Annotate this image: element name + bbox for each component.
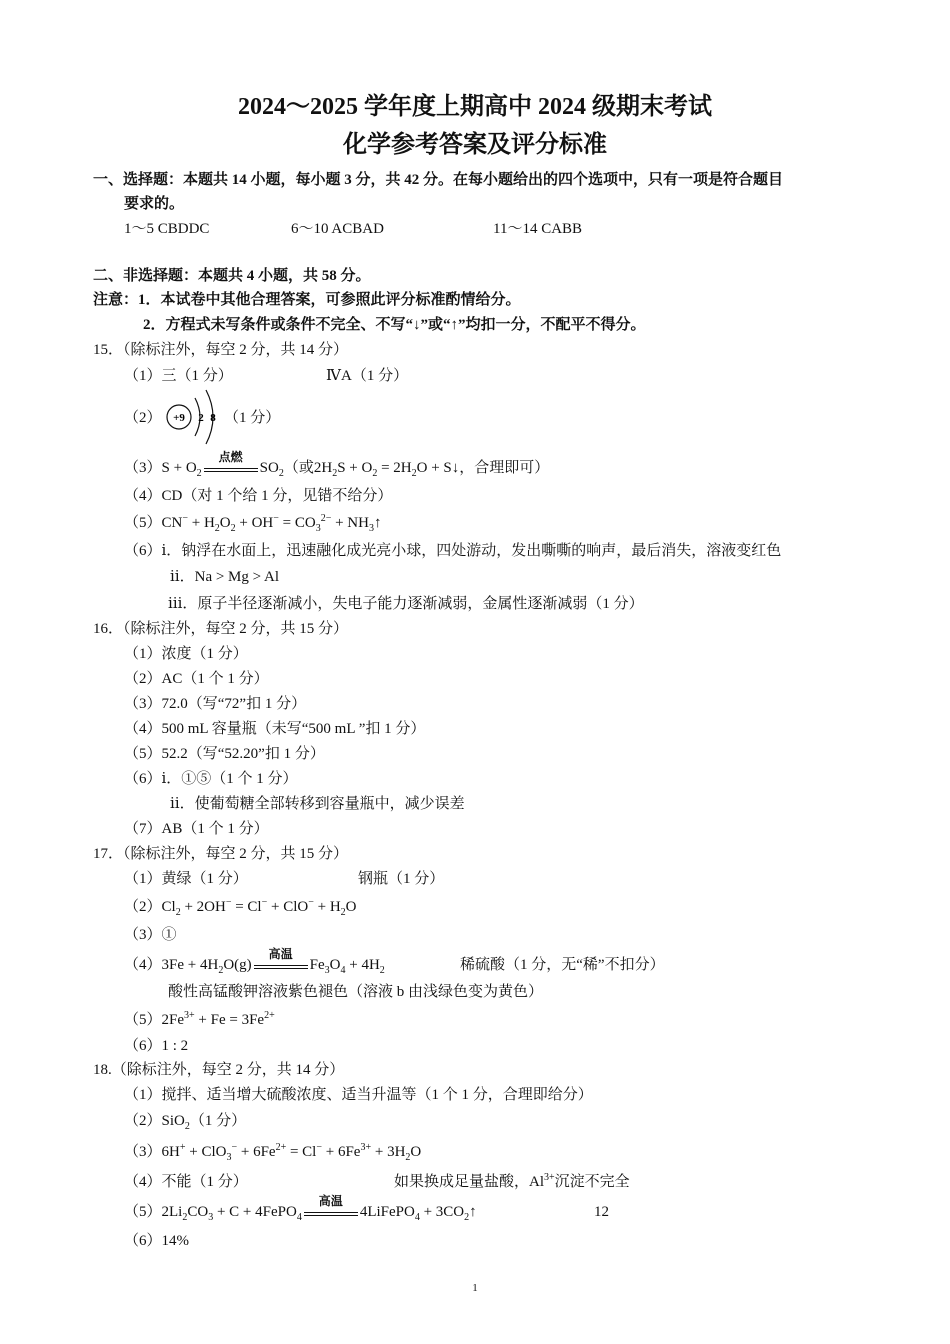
section2-heading: 二、非选择题：本题共 4 小题，共 58 分。 [93,268,371,284]
q16-answer-4: （4）500 mL 容量瓶（未写“500 mL ”扣 1 分） [124,721,426,737]
q15-answer-1b: ⅣA（1 分） [326,368,409,384]
nucleus-charge: +9 [173,412,185,424]
q18-heading: 18.（除标注外，每空 2 分，共 14 分） [93,1062,345,1078]
q17-answer-1b: 钢瓶（1 分） [358,871,445,887]
q16-answer-6-i: （6）ⅰ．①⑤（1 个 1 分） [124,771,298,787]
q15-answer-6-iii: ⅲ．原子半径逐渐减小，失电子能力逐渐减弱，金属性逐渐减弱（1 分） [168,596,644,612]
q17-heading: 17．（除标注外，每空 2 分，共 15 分） [93,846,349,862]
section1-heading: 一、选择题：本题共 14 小题，每小题 3 分，共 42 分。在每小题给出的四个选项中，只有一项是符合题目 [93,172,784,188]
q18-answer-5: $(5)2Li_2CO_3 + C$ + 4FePO$_4$ 高温 4LiFePO$_4$ + $3CO_2↑$ [124,1193,477,1223]
q18-answer-5b: 12 [594,1204,609,1220]
q16-answer-5: （5）52.2（写“52.20”扣 1 分） [124,746,325,762]
q15-answer-2-score: （1 分） [224,410,281,426]
note-2: 2．方程式未写条件或条件不完全、不写“↓”或“↑”均扣一分，不配平不得分。 [143,317,646,333]
note-1: 注意：1．本试卷中其他合理答案，可参照此评分标准酌情给分。 [93,292,521,308]
exam-title: 2024～2025 学年度上期高中 2024 级期末考试 [238,94,712,120]
section1-heading-cont: 要求的。 [124,196,185,212]
q15-answer-3: $(3)S + O_2$ 点燃 $SO_2$（或$2H_2S + O_2 = 2H_2O$ + S↓，合理即可） [124,449,550,479]
q15-answer-6-ii: ⅱ．Na > Mg > Al [170,569,280,585]
q18-answer-6: （6）14% [124,1233,189,1249]
q16-answer-6-ii: ⅱ．使葡萄糖全部转移到容量瓶中，减少误差 [170,796,465,812]
q15-heading: 15．（除标注外，每空 2 分，共 14 分） [93,342,349,358]
reaction-condition: 高温 [254,959,308,973]
q18-answer-4b: 如果换成足量盐酸，$Al^{3+}$沉淀不完全 [394,1172,630,1190]
q18-answer-3: $(3)6H^+ + ClO_3^- + 6Fe^{2+} = Cl^- + 6Fe^{3+} + 3H_2O$ [124,1142,422,1163]
q15-answer-3-label: （3） [124,460,162,476]
page-number: 1 [472,1282,478,1294]
q15-answer-6-i: （6）ⅰ．钠浮在水面上，迅速融化成光亮小球，四处游动，发出嘶嘶的响声，最后消失，溶液变红色 [124,543,782,559]
q15-answer-2-label: （2） [124,410,162,426]
q17-answer-6: （6）1 : 2 [124,1038,189,1054]
q17-answer-4b: 稀硫酸（1 分，无“稀”不扣分） [460,957,665,973]
q17-answer-5: $(5)2Fe^{3+} + Fe = 3Fe^{2+}$ [124,1010,275,1028]
shell-1-electrons: 2 [198,412,204,424]
q16-answer-2: （2）AC（1 个 1 分） [124,671,269,687]
atomic-structure-diagram [162,386,224,448]
q16-answer-7: （7）AB（1 个 1 分） [124,821,269,837]
q18-answer-1: （1）搅拌、适当增大硫酸浓度、适当升温等（1 个 1 分，合理即给分） [124,1087,593,1103]
q17-answer-4: $(4)3Fe + 4H_2O(g)$ 高温 $Fe_3O_4 + 4H_2$ [124,946,385,976]
mc-answers-6-10: 6～10 ACBAD [291,221,384,237]
shell-2-electrons: 8 [210,412,216,424]
q17-answer-3: （3）① [124,927,177,943]
q18-answer-4: （4）不能（1 分） [124,1174,248,1190]
q18-answer-2: （2）SiO$_2$（1 分） [124,1113,247,1132]
q15-answer-4: （4）CD（对 1 个给 1 分，见错不给分） [124,488,393,504]
q16-answer-3: （3）72.0（写“72”扣 1 分） [124,696,307,712]
q15-answer-1: （1）三（1 分） [124,368,233,384]
q16-heading: 16．（除标注外，每空 2 分，共 15 分） [93,621,349,637]
reaction-condition: 点燃 [204,462,258,476]
reaction-condition: 高温 [304,1206,358,1220]
q17-answer-1: （1）黄绿（1 分） [124,871,248,887]
q17-answer-4c: 酸性高锰酸钾溶液紫色褪色（溶液 b 由浅绿色变为黄色） [168,984,544,1000]
q15-answer-5: $(5)CN^- + H_2O_2 + OH^- = CO_3^{2-}$ + $NH_3↑$ [124,513,382,534]
mc-answers-11-14: 11～14 CABB [493,221,583,237]
mc-answers-1-5: 1～5 CBDDC [124,221,210,237]
q16-answer-1: （1）浓度（1 分） [124,646,248,662]
answer-key-title: 化学参考答案及评分标准 [343,132,607,158]
q17-answer-2: $(2)Cl_2 + 2OH^- = Cl^- + ClO^- + H_2O$ [124,897,357,918]
